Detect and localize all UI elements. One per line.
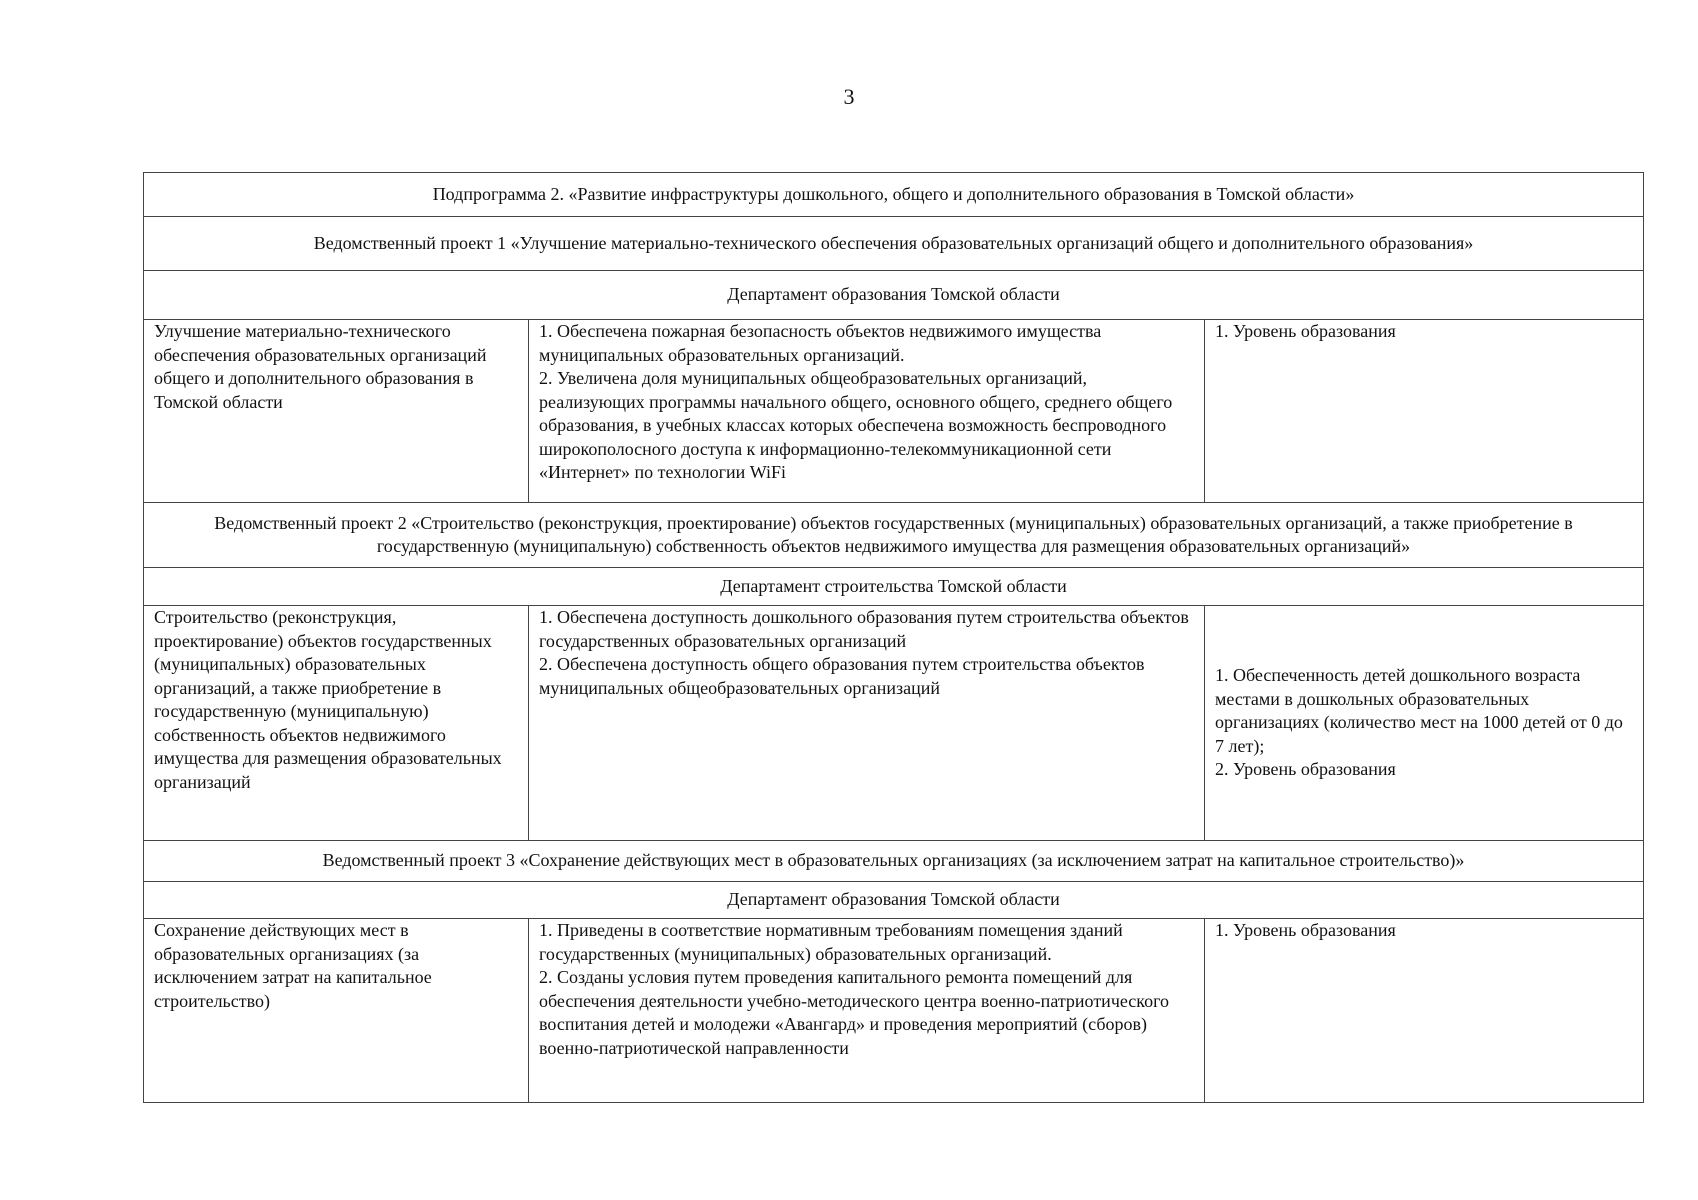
project-title: Ведомственный проект 1 «Улучшение материально-технического обеспечения образовательных организаций общего и дополнительного образования» — [144, 217, 1644, 271]
results-cell: 1. Приведены в соответствие нормативным требованиям помещения зданий государственных (муниципальных) образовательных организаций. 2. Созданы условия путем проведения капитального ремонта помещений для обеспечения деятельности учебно-методического центра военно-патриотического воспитания детей и молодежи «Авангард» и проведения мероприятий (сборов) военно-патриотической направленности — [529, 919, 1205, 1103]
project-title: Ведомственный проект 3 «Сохранение действующих мест в образовательных организациях (за исключением затрат на капитальное строительство)» — [144, 841, 1644, 882]
task-cell: Сохранение действующих мест в образовательных организациях (за исключением затрат на капитальное строительство) — [144, 919, 529, 1103]
department-name: Департамент образования Томской области — [144, 882, 1644, 919]
department-row — [144, 882, 1644, 919]
task-cell: Улучшение материально-технического обеспечения образовательных организаций общего и дополнительного образования в Томской области — [144, 320, 529, 503]
subprogram-table — [143, 172, 1644, 1103]
department-name: Департамент образования Томской области — [144, 271, 1644, 320]
task-cell: Строительство (реконструкция, проектирование) объектов государственных (муниципальных) образовательных организаций, а также приобретение в государственную (муниципальную) собственность объектов недвижимого имущества для размещения образовательных организаций — [144, 606, 529, 841]
results-cell: 1. Обеспечена пожарная безопасность объектов недвижимого имущества муниципальных образовательных организаций. 2. Увеличена доля муниципальных общеобразовательных организаций, реализующих программы начального общего, основного общего, среднего общего образования, в учебных классах которых обеспечена возможность беспроводного широкополосного доступа к информационно-телекоммуникационной сети «Интернет» по технологии WiFi — [529, 320, 1205, 503]
project-title: Ведомственный проект 2 «Строительство (реконструкция, проектирование) объектов государственных (муниципальных) образовательных организаций, а также приобретение в государственную (муниципальную) собственность объектов недвижимого имущества для размещения образовательных организаций» — [144, 503, 1644, 568]
project-title-row — [144, 217, 1644, 271]
project-content-row — [144, 320, 1644, 503]
project-content-row — [144, 606, 1644, 841]
department-row — [144, 271, 1644, 320]
indicators-cell: 1. Обеспеченность детей дошкольного возраста местами в дошкольных образовательных организациях (количество мест на 1000 детей от 0 до 7 лет); 2. Уровень образования — [1205, 606, 1644, 841]
results-cell: 1. Обеспечена доступность дошкольного образования путем строительства объектов государственных образовательных организаций 2. Обеспечена доступность общего образования путем строительства объектов муниципальных общеобразовательных организаций — [529, 606, 1205, 841]
indicators-cell: 1. Уровень образования — [1205, 320, 1644, 503]
project-title-row — [144, 841, 1644, 882]
indicators-cell: 1. Уровень образования — [1205, 919, 1644, 1103]
project-content-row — [144, 919, 1644, 1103]
department-name: Департамент строительства Томской области — [144, 568, 1644, 606]
department-row — [144, 568, 1644, 606]
subprogram-title-row — [144, 173, 1644, 217]
project-title-row — [144, 503, 1644, 568]
subprogram-title: Подпрограмма 2. «Развитие инфраструктуры дошкольного, общего и дополнительного образования в Томской области» — [144, 173, 1644, 217]
page-number: 3 — [843, 84, 855, 109]
